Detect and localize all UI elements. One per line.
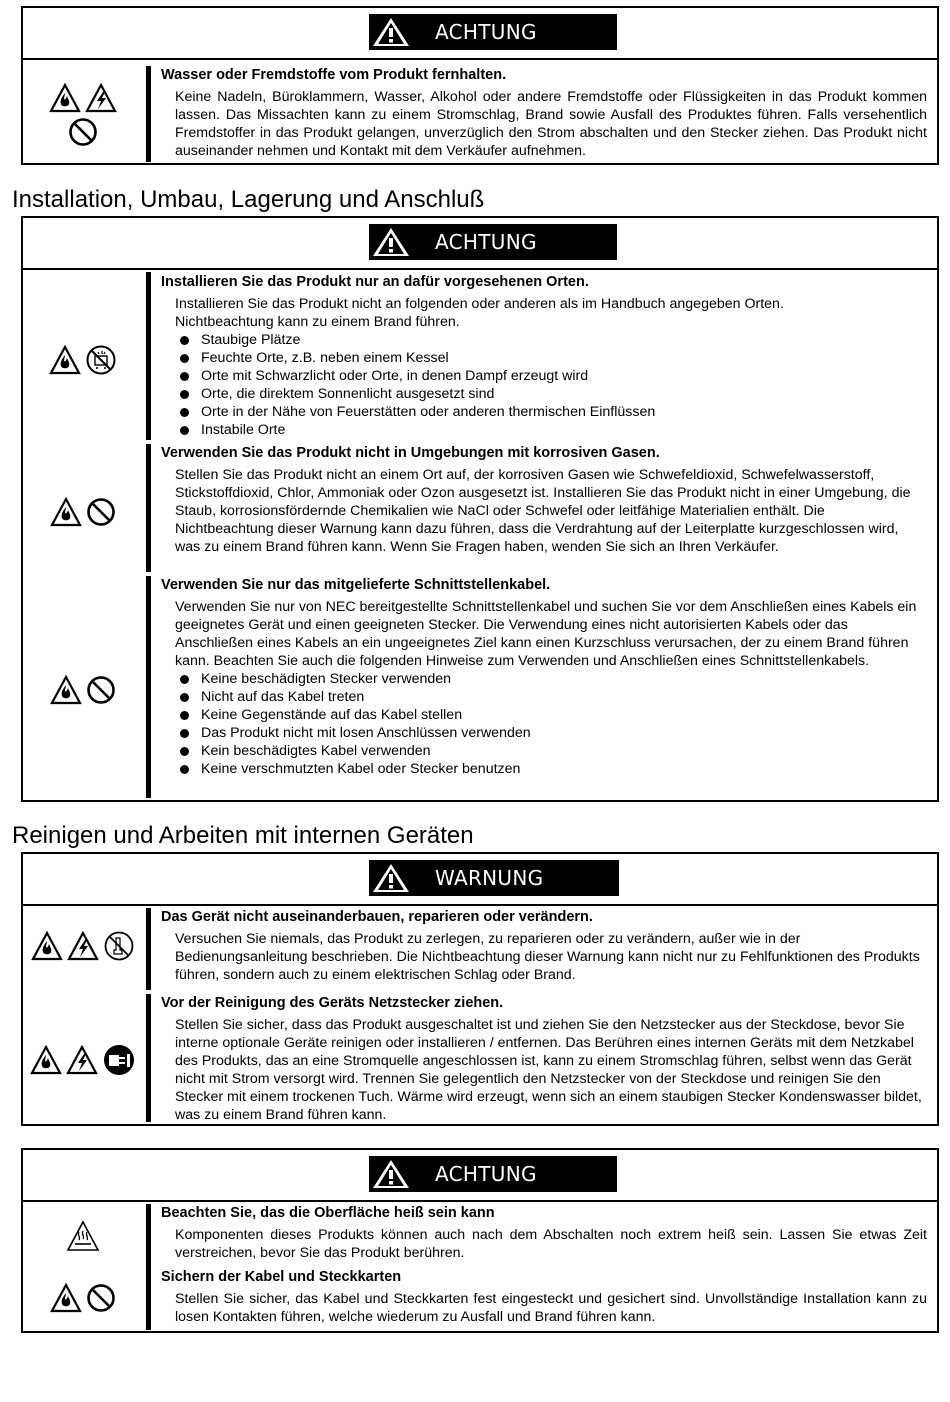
list-item: Instabile Orte xyxy=(175,421,927,439)
no-disassembly-icon xyxy=(103,930,135,962)
banner-label: ACHTUNG xyxy=(435,20,537,44)
warning-item xyxy=(23,1268,937,1330)
item-body-text: Verwenden Sie nur von NEC bereitgestellte Schnittstellenkabel und suchen Sie vor dem Anschließen eines Kabels ein geeignetes Gerät und einen geeigneten Stecker. Die Verwendung eines nicht autorisierten Kabels oder das Anschließen eines Kabels an ein ungeeignetes Ziel kann einen Kurzschluss verursachen, der zu einem Brand führen kann. Beachten Sie auch die folgenden Hinweise zum Verwenden und Anschließen eines Schnittstellenkabels. xyxy=(175,599,917,669)
fire-warning-icon xyxy=(31,931,63,961)
list-item: Staubige Plätze xyxy=(175,331,927,349)
fire-warning-icon xyxy=(50,675,82,705)
banner-label: WARNUNG xyxy=(435,866,544,890)
warning-item xyxy=(23,1202,937,1268)
icon-group xyxy=(23,1038,143,1082)
no-wet-location-icon xyxy=(85,344,117,376)
hot-surface-warning-icon xyxy=(66,1220,100,1252)
fire-warning-icon xyxy=(49,83,81,113)
electric-shock-warning-icon xyxy=(85,83,117,113)
banner-row xyxy=(23,8,937,60)
list-item: Kein beschädigtes Kabel verwenden xyxy=(175,742,927,760)
icon-row xyxy=(23,117,143,147)
banner-row xyxy=(23,218,937,270)
item-bar xyxy=(146,994,151,1122)
item-title: Wasser oder Fremdstoffe vom Produkt fernhalten. xyxy=(161,67,507,83)
warning-triangle-icon xyxy=(369,1156,413,1192)
electric-shock-warning-icon xyxy=(66,1045,98,1075)
banner-label: ACHTUNG xyxy=(435,230,537,254)
caution-box-hot-surface xyxy=(21,1148,939,1333)
item-bar xyxy=(146,1204,151,1268)
banner-row xyxy=(23,1150,937,1202)
warning-triangle-icon xyxy=(369,224,413,260)
icon-group xyxy=(23,70,143,160)
prohibition-icon xyxy=(86,1283,116,1313)
list-item: Feuchte Orte, z.B. neben einem Kessel xyxy=(175,349,927,367)
unplug-icon xyxy=(102,1043,136,1077)
item-body-text: Installieren Sie das Produkt nicht an folgenden oder anderen als im Handbuch angegeben Orten. Nichtbeachtung kann zu einem Brand führen. xyxy=(175,296,784,330)
fire-warning-icon xyxy=(50,497,82,527)
item-title: Installieren Sie das Produkt nur an dafür vorgesehenen Orten. xyxy=(161,274,589,290)
warning-triangle-icon xyxy=(369,14,413,50)
warning-item xyxy=(23,574,937,798)
item-title: Beachten Sie, das die Oberfläche heiß sein kann xyxy=(161,1205,495,1221)
fire-warning-icon xyxy=(50,1283,82,1313)
fire-warning-icon xyxy=(49,345,81,375)
caution-banner xyxy=(369,14,617,50)
caution-box-top xyxy=(21,6,939,165)
list-item: Keine beschädigten Stecker verwenden xyxy=(175,670,927,688)
warning-item xyxy=(23,270,937,440)
icon-group xyxy=(23,340,143,380)
icon-group xyxy=(23,492,143,532)
prohibition-icon xyxy=(86,675,116,705)
warning-item xyxy=(23,442,937,572)
caution-box-installation xyxy=(21,216,939,802)
icon-group xyxy=(23,924,143,968)
item-body xyxy=(175,295,927,439)
list-item: Orte in der Nähe von Feuerstätten oder anderen thermischen Einflüssen xyxy=(175,403,927,421)
warning-triangle-icon xyxy=(369,860,413,896)
list-item: Nicht auf das Kabel treten xyxy=(175,688,927,706)
list-item: Keine Gegenstände auf das Kabel stellen xyxy=(175,706,927,724)
item-bar xyxy=(146,66,151,162)
item-body: Stellen Sie sicher, dass das Produkt ausgeschaltet ist und ziehen Sie den Netzstecker aus der Steckdose, bevor Sie interne optionale Geräte reinigen oder installieren / entfernen. Das Berühren eines internen Geräts mit dem Netzkabel des Produkts, das an eine Stromquelle angeschlossen ist, kann zu einem Stromschlag führen, selbst wenn das Gerät nicht mit Strom versorgt wird. Trennen Sie gelegentlich den Netzstecker von der Steckdose und reinigen Sie den Stecker mit einem trockenen Tuch. Wärme wird erzeugt, wenn sich an einem staubigen Stecker Kondenswasser bildet, was zu einem Brand führen kann. xyxy=(175,1017,922,1123)
bullet-list xyxy=(175,670,927,778)
warning-item xyxy=(23,906,937,990)
prohibition-icon xyxy=(86,497,116,527)
item-bar xyxy=(146,444,151,572)
caution-banner xyxy=(369,224,617,260)
list-item: Orte mit Schwarzlicht oder Orte, in denen Dampf erzeugt wird xyxy=(175,367,927,385)
bullet-list xyxy=(175,331,927,439)
banner-row xyxy=(23,854,937,906)
item-title: Verwenden Sie nur das mitgelieferte Schnittstellenkabel. xyxy=(161,577,551,593)
section-heading: Installation, Umbau, Lagerung und Anschluß xyxy=(12,186,485,213)
item-body xyxy=(175,598,927,778)
icon-group xyxy=(23,1278,143,1318)
list-item: Orte, die direktem Sonnenlicht ausgesetzt sind xyxy=(175,385,927,403)
caution-banner xyxy=(369,1156,617,1192)
icon-group xyxy=(23,1216,143,1256)
item-bar xyxy=(146,272,151,440)
item-bar xyxy=(146,576,151,798)
item-title: Sichern der Kabel und Steckkarten xyxy=(161,1269,402,1285)
warning-box-cleaning xyxy=(21,852,939,1126)
list-item: Keine verschmutzten Kabel oder Stecker benutzen xyxy=(175,760,927,778)
prohibition-icon xyxy=(68,117,98,147)
item-title: Vor der Reinigung des Geräts Netzstecker ziehen. xyxy=(161,995,504,1011)
item-title: Verwenden Sie das Produkt nicht in Umgebungen mit korrosiven Gasen. xyxy=(161,445,660,461)
fire-warning-icon xyxy=(30,1045,62,1075)
item-title: Das Gerät nicht auseinanderbauen, reparieren oder verändern. xyxy=(161,909,593,925)
warning-banner xyxy=(369,860,619,896)
item-body: Stellen Sie das Produkt nicht an einem Ort auf, der korrosiven Gasen wie Schwefeldioxid, Schwefelwasserstoff, Stickstoffdioxid, Chlor, Ammoniak oder Ozon ausgesetzt ist. Installieren Sie das Produkt nicht in einer Umgebung, die Staub, korrosionsfördernde Chemikalien wie NaCl oder Schwefel oder leitfähige Materialien enthält. Die Nichtbeachtung dieser Warnung kann dazu führen, dass die Verdrahtung auf der Leiterplatte kurzgeschlossen wird, was zu einem Brand führen kann. Wenn Sie Fragen haben, wenden Sie sich an Ihren Verkäufer. xyxy=(175,467,911,555)
list-item: Das Produkt nicht mit losen Anschlüssen verwenden xyxy=(175,724,927,742)
item-bar xyxy=(146,1268,151,1330)
item-body: Stellen Sie sicher, das Kabel und Steckkarten fest eingesteckt und gesichert sind. Unvollständige Installation kann zu losen Kontakten führen, welche wiederum zu Ausfall und Brand führen kann. xyxy=(175,1291,927,1325)
icon-group xyxy=(23,670,143,710)
item-body: Keine Nadeln, Büroklammern, Wasser, Alkohol oder andere Fremdstoffe oder Flüssigkeiten in das Produkt kommen lassen. Das Missachten kann zu einem Stromschlag, Brand sowie Ausfall des Produktes führen. Falls versehentlich Fremdstoffer in das Produkt gelangen, unverzüglich den Strom abschalten und den Stecker ziehen. Das Produkt nicht auseinander nehmen und Kontakt mit dem Verkäufer aufnehmen. xyxy=(175,89,927,159)
banner-label: ACHTUNG xyxy=(435,1162,537,1186)
warning-item xyxy=(23,62,937,163)
item-body: Versuchen Sie niemals, das Produkt zu zerlegen, zu reparieren oder zu verändern, außer wie in der Bedienungsanleitung beschrieben. Die Nichtbeachtung dieser Warnung kann nicht nur zu Fehlfunktionen des Produkts führen, sondern auch zu einem elektrischen Schlag oder Brand. xyxy=(175,931,920,983)
item-body: Komponenten dieses Produkts können auch nach dem Abschalten noch extrem heiß sein. Lassen Sie etwas Zeit verstreichen, bevor Sie das Produkt berühren. xyxy=(175,1227,927,1261)
warning-item xyxy=(23,992,937,1122)
section-heading: Reinigen und Arbeiten mit internen Geräten xyxy=(12,822,474,849)
electric-shock-warning-icon xyxy=(67,931,99,961)
item-bar xyxy=(146,908,151,990)
